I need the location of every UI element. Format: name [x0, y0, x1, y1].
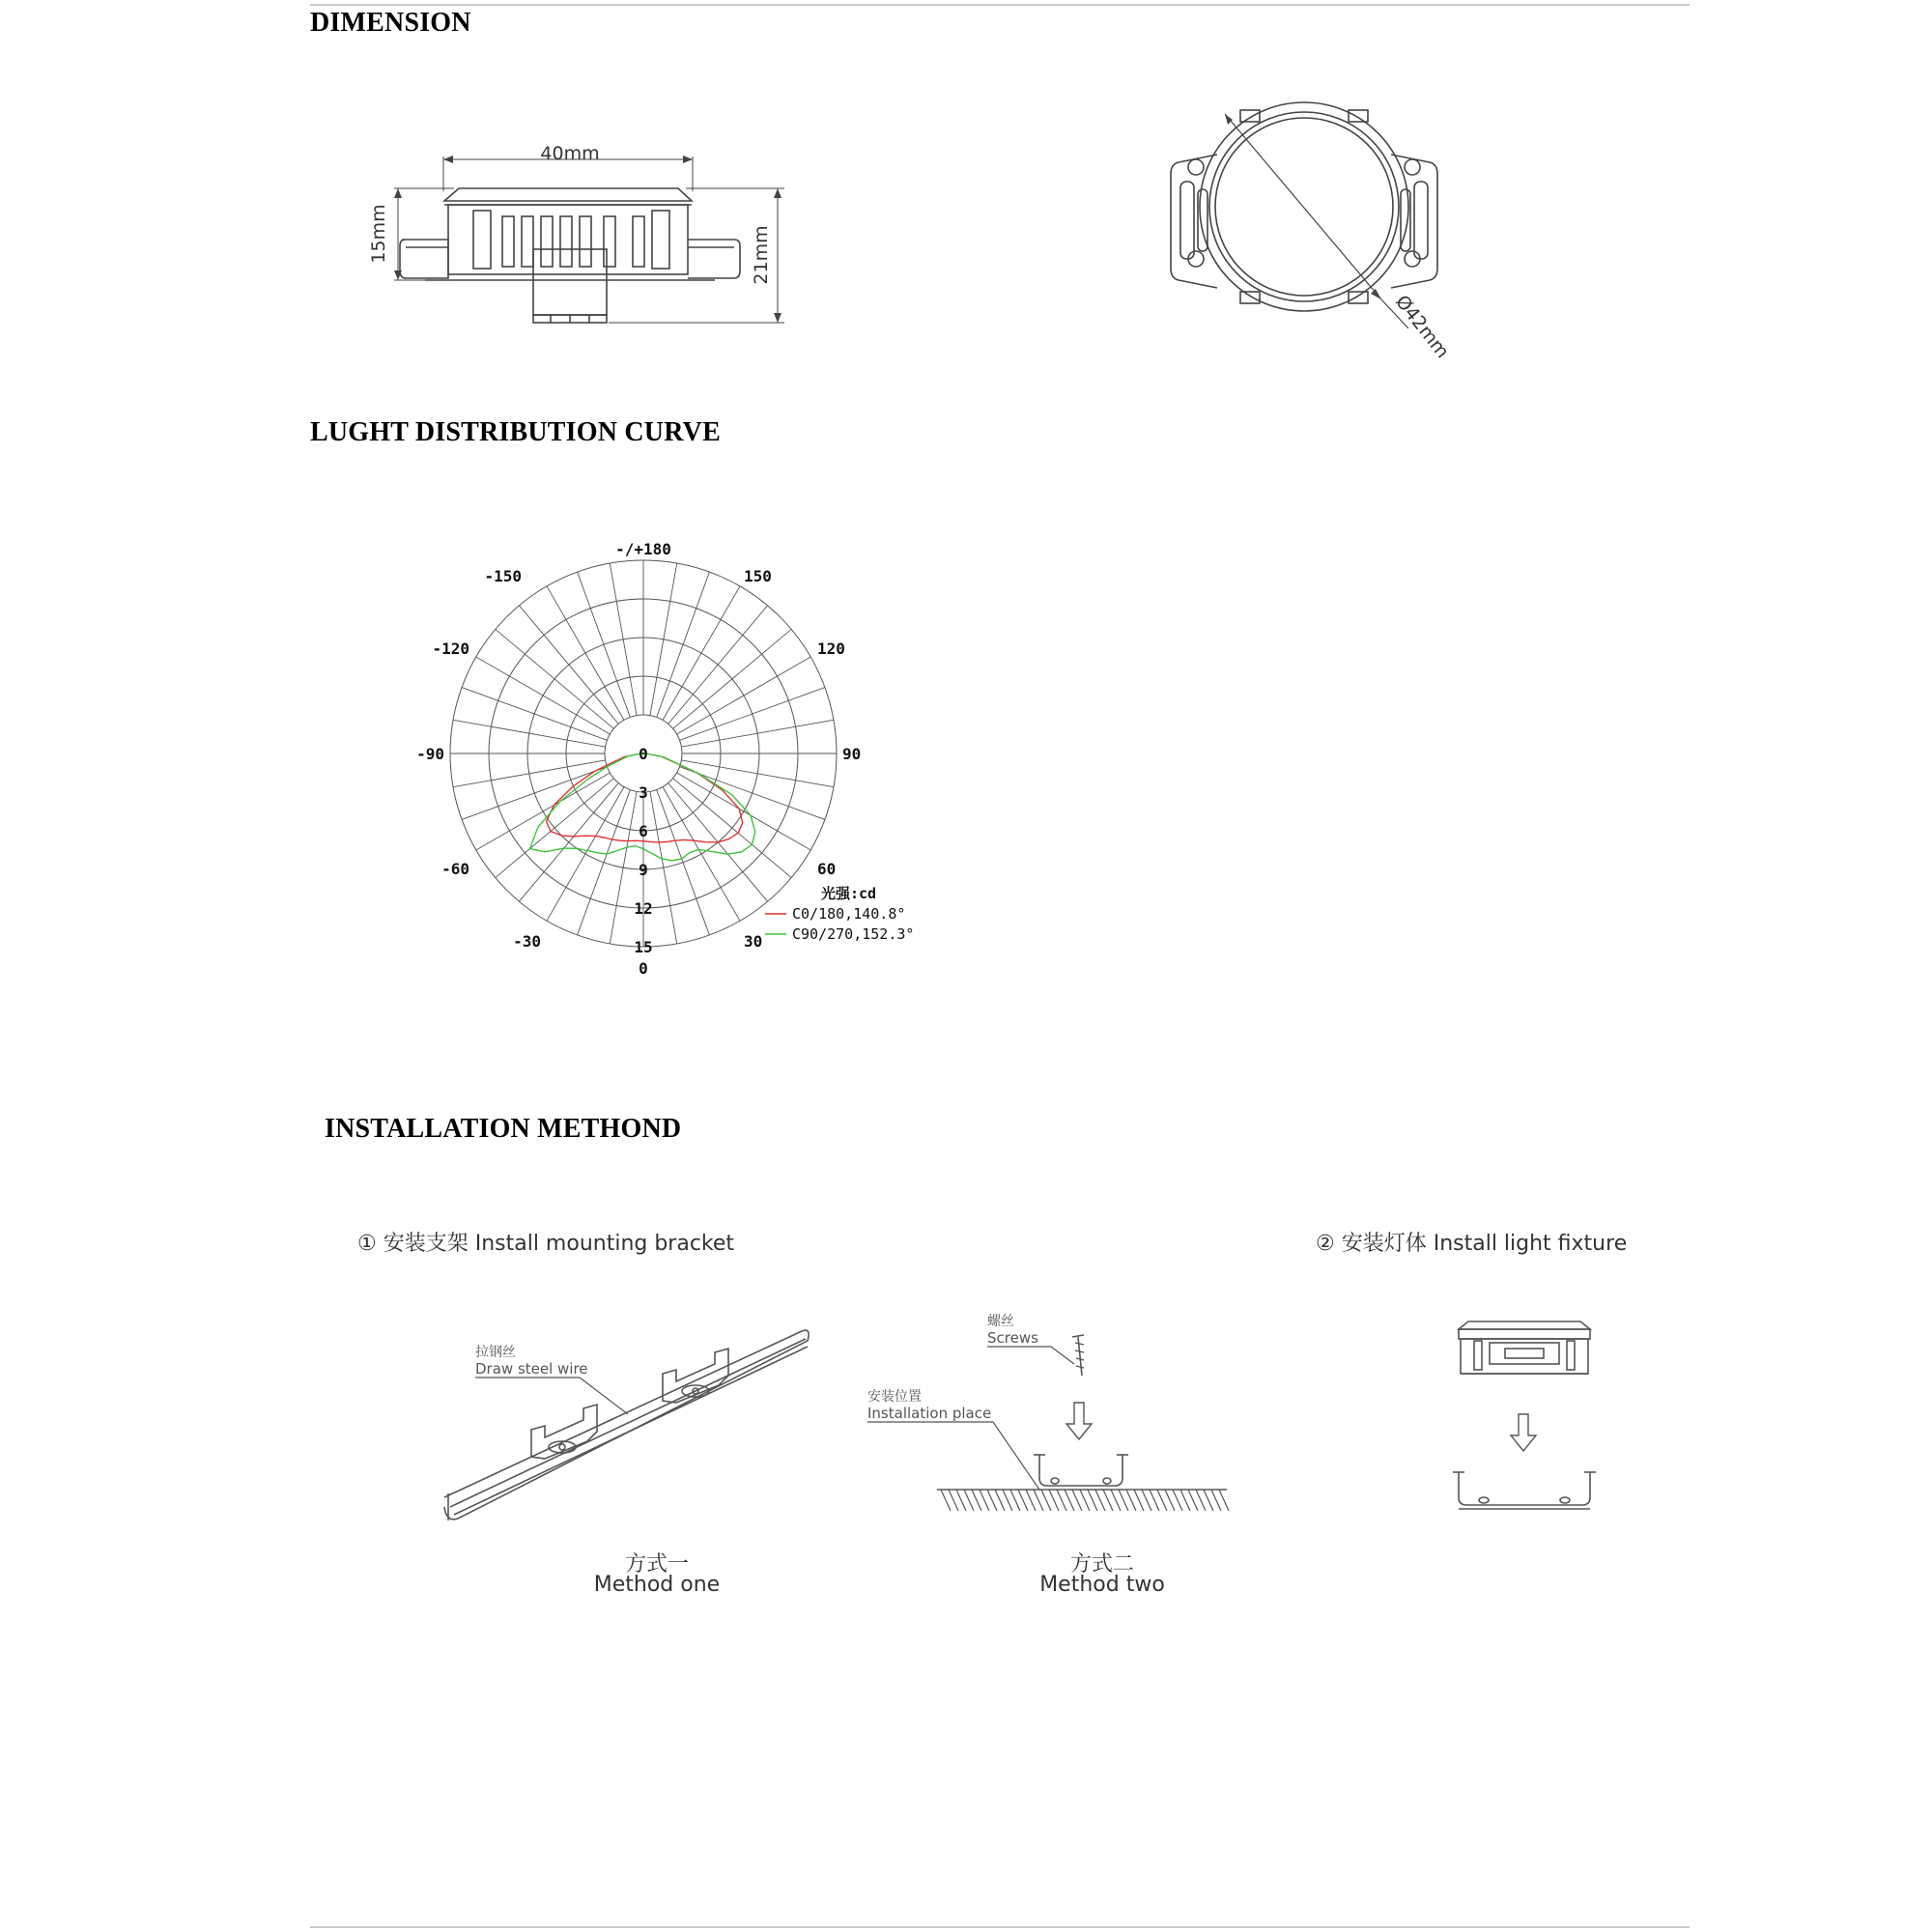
surface-hatch-line	[980, 1490, 989, 1511]
angle-label-p120: 120	[817, 639, 845, 658]
angle-label-bottom: 0	[639, 959, 648, 978]
surface-hatch-line	[1111, 1490, 1121, 1511]
diameter-dimension-label: Ø42mm	[1391, 291, 1454, 363]
angle-label-m60: -60	[441, 860, 469, 878]
method-one-drawing	[425, 1314, 831, 1536]
surface-hatch-line	[1188, 1490, 1198, 1511]
top-view-drawing	[1159, 97, 1468, 377]
left-height-dimension-label: 15mm	[368, 204, 389, 264]
surface-hatch-line	[1173, 1490, 1182, 1511]
polar-spoke-100	[681, 720, 834, 747]
legend-label-c0: C0/180,140.8°	[792, 905, 906, 923]
surface-hatch-line	[1003, 1490, 1012, 1511]
polar-spoke-10	[650, 791, 677, 944]
surface-hatch-line	[1026, 1490, 1036, 1511]
polar-spoke-200	[578, 572, 631, 717]
polar-spoke-220	[519, 606, 618, 724]
top-rule	[310, 4, 1690, 6]
polar-spoke-80	[681, 760, 834, 787]
polar-spoke-310	[496, 779, 614, 878]
surface-hatch-line	[1119, 1490, 1128, 1511]
surface-hatch-line	[1196, 1490, 1206, 1511]
screws-label-cn: 螺丝	[987, 1314, 1014, 1329]
side-view-drawing	[367, 135, 792, 338]
surface-hatch-line	[1088, 1490, 1097, 1511]
light-curve-heading: LUGHT DISTRIBUTION CURVE	[310, 417, 721, 447]
surface-hatch-line	[1080, 1490, 1090, 1511]
surface-hatch-line	[1018, 1490, 1028, 1511]
angle-label-p30: 30	[744, 932, 763, 951]
angle-label-p60: 60	[817, 860, 837, 878]
angle-label-m30: -30	[513, 932, 541, 951]
surface-hatch-line	[949, 1490, 958, 1511]
width-dimension-label: 40mm	[540, 143, 600, 164]
wire-label-en: Draw steel wire	[475, 1360, 588, 1378]
fixture-install-drawing	[1439, 1314, 1613, 1526]
wire-label-cn: 拉钢丝	[475, 1345, 516, 1360]
polar-spoke-340	[578, 790, 631, 935]
polar-spoke-140	[668, 606, 768, 724]
surface-hatch-line	[1150, 1490, 1159, 1511]
surface-hatch-line	[1126, 1490, 1136, 1511]
polar-spoke-300	[476, 773, 611, 850]
place-label-en: Installation place	[867, 1405, 992, 1422]
surface-hatch-line	[1072, 1490, 1082, 1511]
polar-spoke-240	[476, 657, 611, 734]
surface-hatch-line	[956, 1490, 966, 1511]
installation-heading: INSTALLATION METHOND	[325, 1114, 682, 1144]
surface-hatch-line	[1157, 1490, 1167, 1511]
method-two-en: Method two	[1039, 1573, 1165, 1597]
angle-label-top: -/+180	[615, 540, 671, 558]
surface-hatch-line	[1134, 1490, 1144, 1511]
angle-label-m120: -120	[432, 639, 469, 658]
polar-spoke-230	[496, 629, 614, 728]
polar-curve-series-1	[530, 753, 755, 861]
surface-hatch-line	[987, 1490, 997, 1511]
radial-label-6: 6	[639, 822, 648, 840]
angle-label-m90: -90	[416, 745, 444, 763]
angle-label-m150: -150	[484, 567, 522, 585]
surface-hatch-line	[1219, 1490, 1229, 1511]
polar-curves	[530, 753, 755, 861]
surface-hatch-line	[941, 1490, 951, 1511]
polar-spoke-150	[663, 586, 740, 721]
method-two-drawing	[860, 1304, 1246, 1526]
radial-label-3: 3	[639, 783, 648, 802]
bottom-rule	[310, 1926, 1690, 1928]
surface-hatch-line	[1049, 1490, 1059, 1511]
dimension-heading: DIMENSION	[310, 8, 471, 38]
legend-label-c90: C90/270,152.3°	[792, 925, 915, 943]
angle-label-p150: 150	[744, 567, 772, 585]
surface-hatch-line	[1065, 1490, 1074, 1511]
right-height-dimension-label: 21mm	[751, 225, 772, 285]
surface-hatch-line	[1142, 1490, 1151, 1511]
install-step-1: ① 安装支架 Install mounting bracket	[357, 1232, 735, 1256]
radial-label-0: 0	[639, 745, 648, 763]
radial-label-15: 15	[634, 938, 653, 956]
radial-label-12: 12	[634, 899, 653, 918]
polar-spoke-110	[680, 688, 825, 741]
install-step-2: ② 安装灯体 Install light fixture	[1316, 1232, 1628, 1256]
surface-hatch-line	[1034, 1490, 1043, 1511]
method-one-cn: 方式一	[624, 1552, 689, 1577]
surface-hatch-line	[972, 1490, 981, 1511]
polar-spoke-320	[519, 783, 618, 902]
surface-hatch-line	[995, 1490, 1005, 1511]
polar-spoke-160	[657, 572, 710, 717]
surface-hatch-line	[1095, 1490, 1105, 1511]
polar-chart	[406, 531, 947, 985]
surface-hatch-line	[1041, 1490, 1051, 1511]
polar-spoke-250	[462, 688, 607, 741]
polar-spoke-120	[677, 657, 811, 734]
method-two-cn: 方式二	[1069, 1552, 1134, 1577]
polar-spoke-170	[650, 563, 677, 716]
polar-spoke-290	[462, 767, 607, 820]
unit-label: 光强:cd	[821, 885, 877, 902]
angle-label-p90: 90	[842, 745, 862, 763]
surface-hatch-line	[1211, 1490, 1221, 1511]
surface-hatch-line	[1165, 1490, 1175, 1511]
polar-spoke-190	[610, 563, 637, 716]
screws-label-en: Screws	[987, 1329, 1038, 1347]
polar-spoke-350	[610, 791, 637, 944]
surface-hatch-line	[1180, 1490, 1190, 1511]
polar-spoke-260	[453, 720, 606, 747]
polar-spoke-50	[673, 779, 792, 878]
surface-hatch-line	[1057, 1490, 1066, 1511]
polar-spoke-20	[657, 790, 710, 935]
surface-hatch-line	[964, 1490, 974, 1511]
surface-hatch-line	[1010, 1490, 1020, 1511]
surface-hatch-line	[1204, 1490, 1213, 1511]
place-label-cn: 安装位置	[867, 1389, 922, 1405]
surface-hatch-line	[1103, 1490, 1113, 1511]
polar-spoke-330	[547, 787, 624, 922]
polar-spoke-130	[673, 629, 792, 728]
polar-spoke-210	[547, 586, 624, 721]
polar-spoke-60	[677, 773, 811, 850]
method-one-en: Method one	[593, 1573, 721, 1597]
radial-label-9: 9	[639, 861, 648, 879]
